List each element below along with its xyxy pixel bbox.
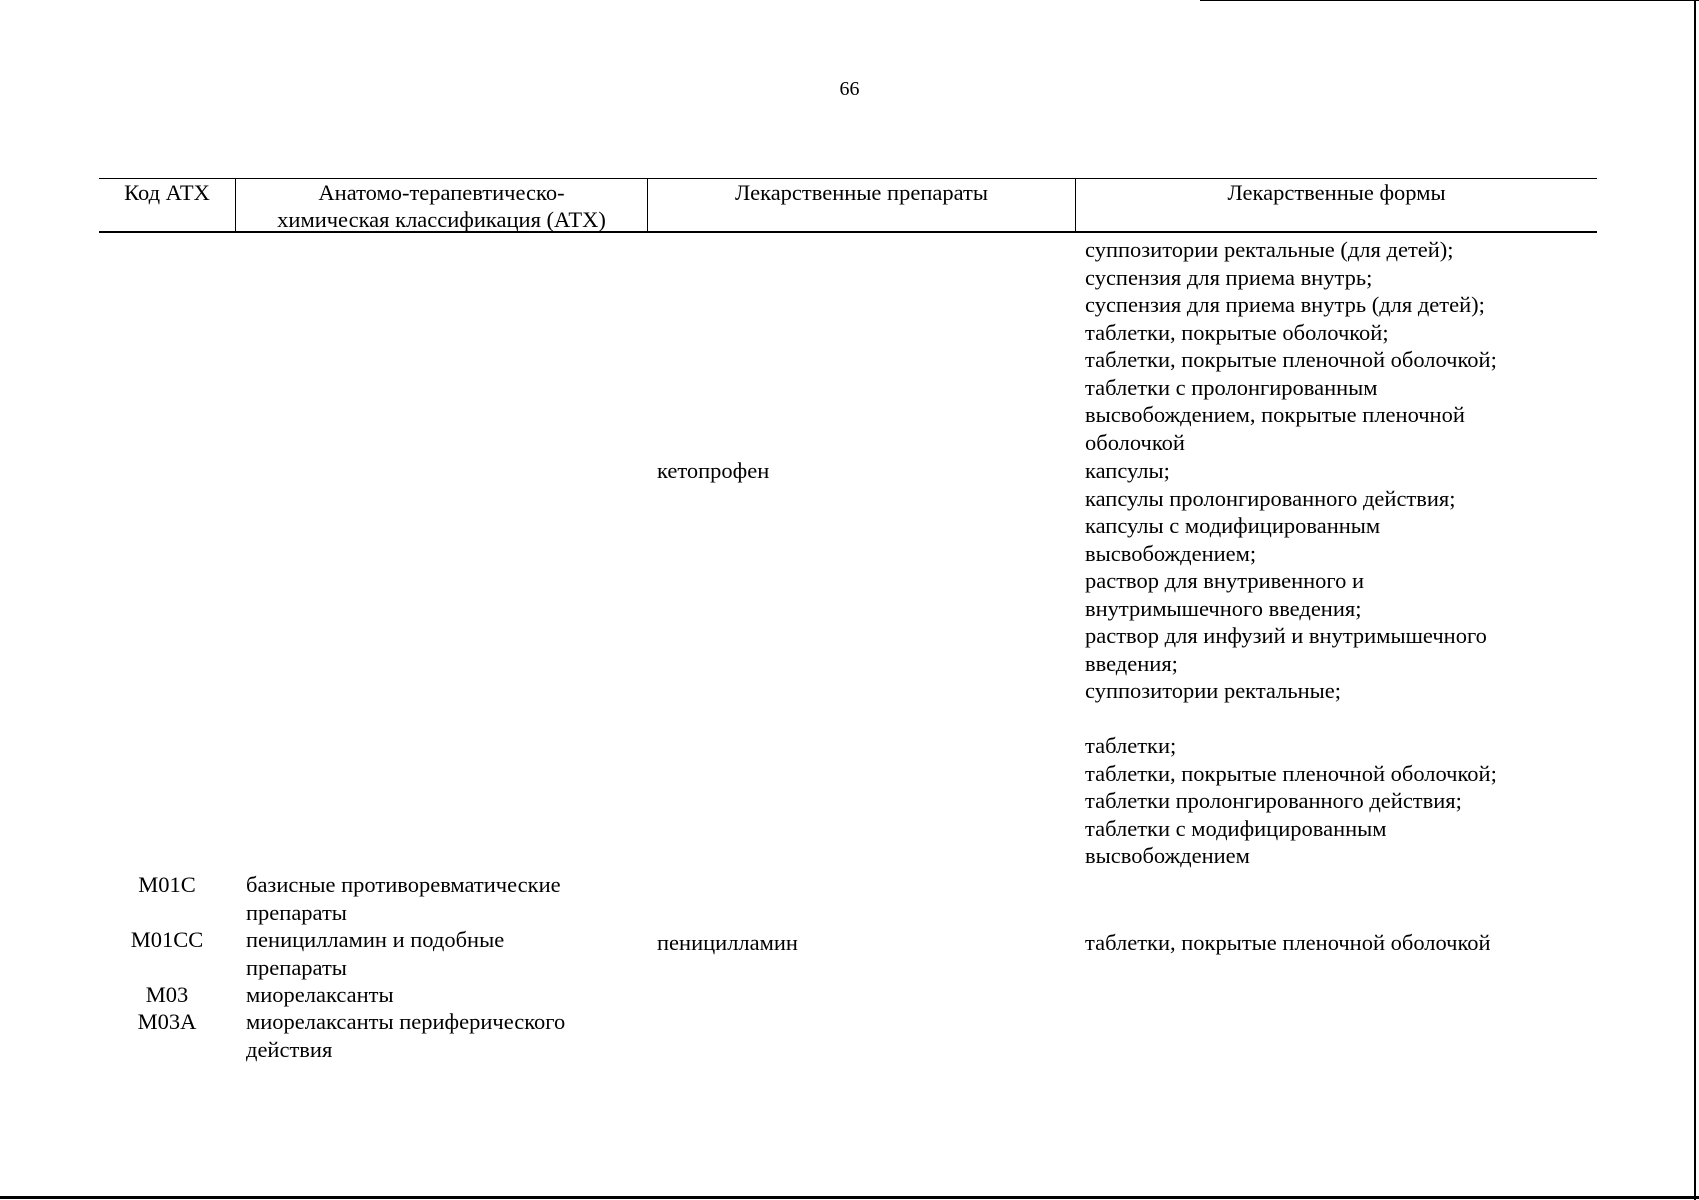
header-classification-line-2: химическая классификация (АТХ)	[277, 207, 606, 232]
atc-classification	[246, 926, 504, 981]
form-spacer	[1085, 705, 1497, 733]
form-item: таблетки, покрытые оболочкой;	[1085, 319, 1389, 345]
form-item: раствор для внутривенного и	[1085, 568, 1365, 593]
form-item: внутримышечного введения;	[1085, 595, 1362, 621]
drug-penicillamine: пеницилламин	[657, 930, 798, 955]
atc-code: M01C	[138, 872, 196, 897]
penicillamine-forms: таблетки, покрытые пленочной оболочкой	[1085, 930, 1491, 955]
form-item: высвобождением;	[1085, 540, 1257, 566]
atc-classification	[246, 871, 561, 926]
scan-edge-bottom	[0, 1196, 1699, 1199]
form-item: капсулы пролонгированного действия;	[1085, 485, 1456, 511]
form-item: суспензия для приема внутрь;	[1085, 264, 1373, 290]
continued-forms-list	[1085, 236, 1497, 456]
header-forms: Лекарственные формы	[1227, 180, 1446, 205]
form-item: таблетки, покрытые пленочной оболочкой;	[1085, 347, 1497, 372]
header-classification-line-1: Анатомо-терапевтическо-	[318, 180, 565, 205]
form-item: таблетки с модифицированным	[1085, 815, 1387, 841]
form-item: суспензия для приема внутрь (для детей);	[1085, 292, 1485, 317]
classification-line: препараты	[246, 954, 347, 980]
ketoprofen-forms-list	[1085, 457, 1497, 870]
atc-code: M01CC	[130, 927, 204, 952]
atc-code: M03A	[137, 1009, 197, 1034]
form-item: капсулы;	[1085, 458, 1170, 483]
classification-line: действия	[246, 1036, 333, 1062]
atc-classification	[246, 1008, 565, 1063]
classification-line: пеницилламин и подобные	[246, 927, 505, 952]
form-item: суппозитории ректальные;	[1085, 678, 1341, 703]
form-item: введения;	[1085, 650, 1178, 676]
form-item: суппозитории ректальные (для детей);	[1085, 237, 1454, 262]
header-drugs: Лекарственные препараты	[735, 180, 988, 205]
classification-line: миорелаксанты периферического	[246, 1009, 566, 1034]
classification-line: базисные противоревматические	[246, 872, 561, 897]
form-item: таблетки пролонгированного действия;	[1085, 788, 1462, 813]
form-item: таблетки, покрытые пленочной оболочкой;	[1085, 760, 1497, 786]
page-number: 66	[839, 78, 860, 100]
form-item: оболочкой	[1085, 429, 1185, 455]
classification-line: препараты	[246, 899, 347, 925]
atc-classification: миорелаксанты	[246, 982, 394, 1007]
form-item: таблетки;	[1085, 733, 1177, 758]
header-classification	[236, 179, 647, 233]
header-code: Код АТХ	[124, 180, 210, 205]
form-item: высвобождением, покрытые пленочной	[1085, 402, 1465, 427]
form-item: капсулы с модифицированным	[1085, 513, 1381, 538]
form-item: раствор для инфузий и внутримышечного	[1085, 623, 1487, 648]
form-item: таблетки с пролонгированным	[1085, 374, 1378, 400]
form-item: высвобождением	[1085, 843, 1250, 868]
drug-ketoprofen: кетопрофен	[657, 458, 770, 483]
scan-edge-top	[1200, 0, 1699, 1]
scan-edge-right	[1694, 0, 1696, 1200]
atc-code: M03	[145, 982, 189, 1007]
